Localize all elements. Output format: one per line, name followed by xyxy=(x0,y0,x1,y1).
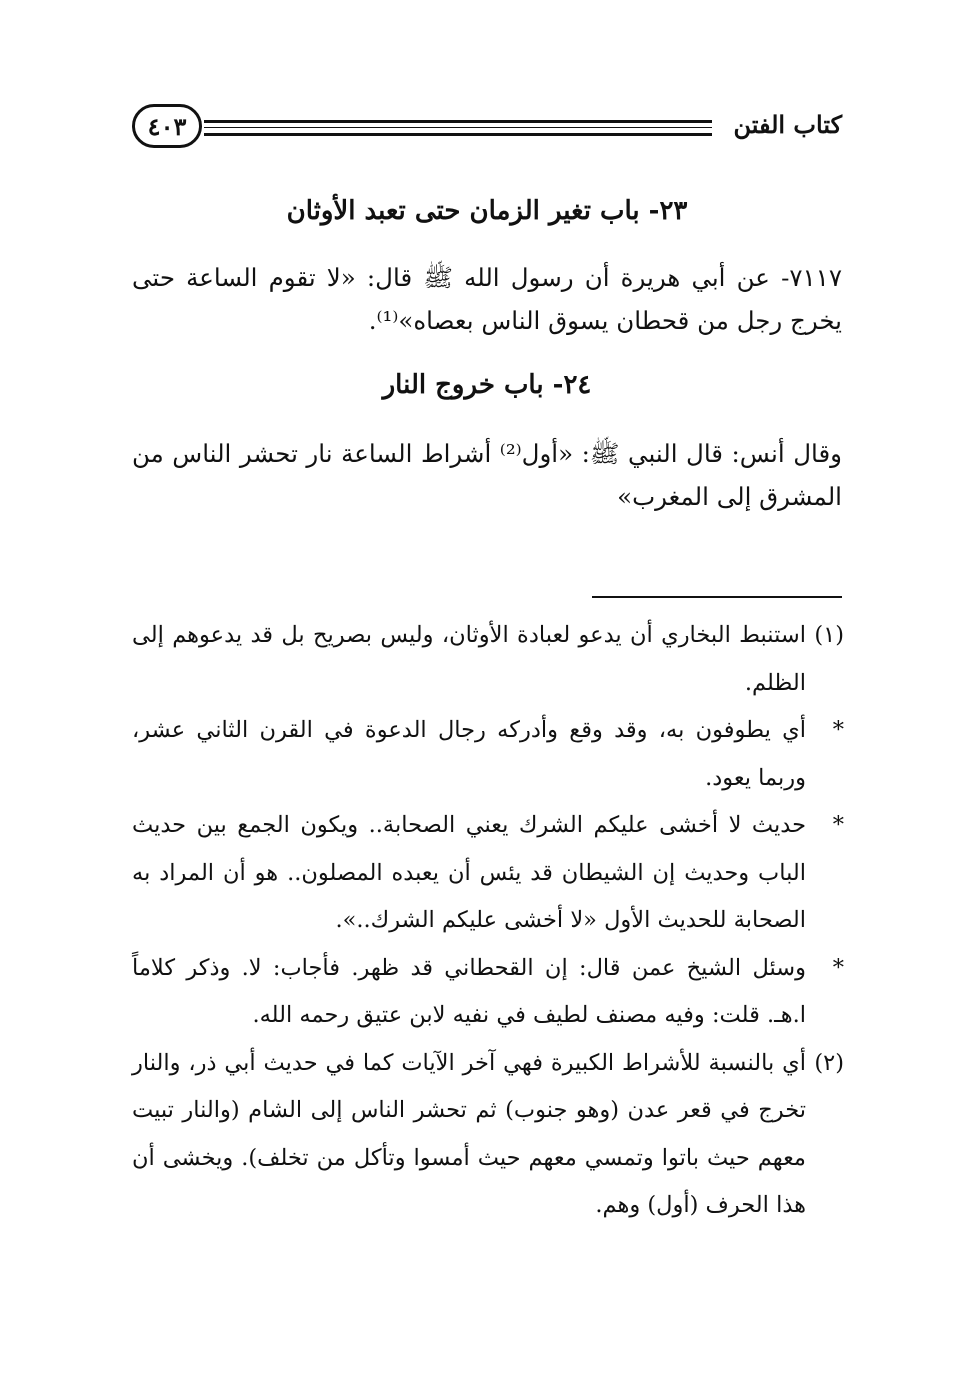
footnote xyxy=(132,945,844,1040)
footnote xyxy=(132,1040,844,1230)
hadith-text xyxy=(132,432,842,518)
page-number: ٤٠٣ xyxy=(132,104,202,148)
page-header xyxy=(132,100,842,156)
hadith-paragraph: ٧١١٧- عن أبي هريرة أن رسول الله ﷺ قال: «لا تقوم الساعة حتى يخرج رجل من قحطان يسوق الناس بعصاه»⁽¹⁾. xyxy=(132,263,842,335)
footnote xyxy=(132,707,844,802)
footnote-text: أي بالنسبة للأشراط الكبيرة فهي آخر الآيات كما في حديث أبي ذر، والنار تخرج في قعر عدن (وهو جنوب) ثم تحشر الناس إلى الشام (والنار تبيت معهم حيث باتوا وتمسي معهم حيث أمسوا وتأكل من تخلف). ويخشى أن هذا الحرف (أول) وهم. xyxy=(132,1049,806,1218)
hadith-paragraph: وقال أنس: قال النبي ﷺ: «أول⁽²⁾ أشراط الساعة نار تحشر الناس من المشرق إلى المغرب» xyxy=(132,439,843,511)
header-rule xyxy=(204,133,712,136)
running-head-title: كتاب الفتن xyxy=(733,110,842,139)
footnote-text: وسئل الشيخ عمن قال: إن القحطاني قد ظهر. فأجاب: لا. وذكر كلاماً ا.هـ. قلت: وفيه مصنف لطيف في نفيه لابن عتيق رحمه الله. xyxy=(132,954,806,1028)
hadith-text xyxy=(132,256,842,342)
footnotes xyxy=(132,612,844,1230)
chapter-heading: ٢٣- باب تغير الزمان حتى تعبد الأوثان xyxy=(286,196,688,226)
footnote-marker: (٢) xyxy=(814,1049,844,1076)
footnote-marker: * xyxy=(832,954,844,981)
footnote-marker: (١) xyxy=(814,622,844,648)
footnote xyxy=(132,802,844,945)
header-rule xyxy=(204,120,712,123)
footnote-marker: * xyxy=(832,812,844,838)
header-rule xyxy=(204,127,712,128)
footnote xyxy=(132,612,844,707)
footnote-marker: * xyxy=(832,717,844,743)
footnote-text: استنبط البخاري أن يدعو لعبادة الأوثان، وليس بصريح بل قد يدعوهم إلى الظلم. xyxy=(132,622,806,696)
footnote-separator xyxy=(592,596,842,598)
footnote-text: حديث لا أخشى عليكم الشرك يعني الصحابة.. ويكون الجمع بين حديث الباب وحديث إن الشيطان قد يئس أن يعبده المصلون.. هو أن المراد به الصحابة للحديث الأول «لا أخشى عليكم الشرك..». xyxy=(132,812,806,933)
chapter-heading: ٢٤- باب خروج النار xyxy=(382,370,592,400)
footnote-text: أي يطوفون به، وقد وقع وأدركه رجال الدعوة في القرن الثاني عشر، وربما يعود. xyxy=(132,717,806,791)
